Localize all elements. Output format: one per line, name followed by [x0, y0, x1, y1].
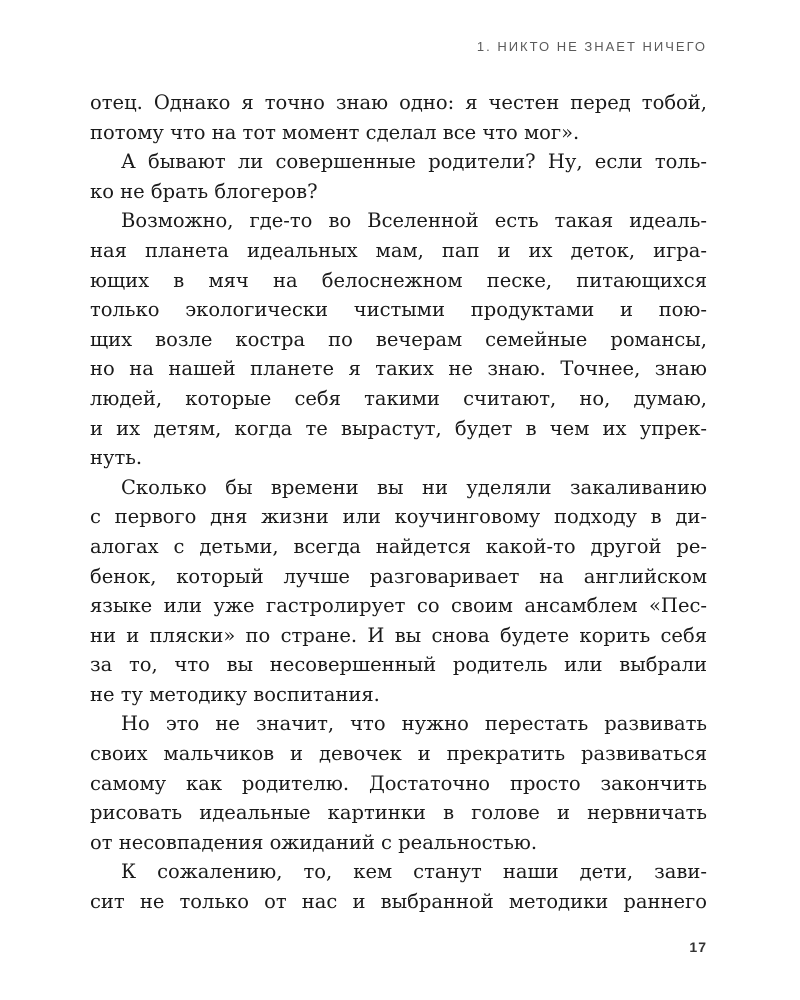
text-line: ющих в мяч на белоснежном песке, питающихся: [90, 268, 707, 292]
text-line: от несовпадения ожиданий с реальностью.: [90, 830, 538, 854]
text-line: самому как родителю. Достаточно просто закончить: [90, 771, 707, 795]
text-line: только экологически чистыми продуктами и пою-: [90, 298, 707, 322]
text-line: щих возле костра по вечерам семейные романсы,: [90, 327, 707, 351]
text-line: не ту методику воспитания.: [90, 682, 380, 706]
text-line: но на нашей планете я таких не знаю. Точнее, знаю: [90, 357, 707, 381]
text-line: сит не только от нас и выбранной методики раннего: [90, 890, 707, 914]
text-line: бенок, который лучше разговаривает на английском: [90, 564, 707, 588]
text-line: алогах с детьми, всегда найдется какой-то другой ре-: [90, 534, 707, 558]
body-text: [90, 88, 707, 917]
text-line: потому что на тот момент сделал все что мог».: [90, 120, 580, 144]
text-line: рисовать идеальные картинки в голове и нервничать: [90, 801, 707, 825]
text-line: своих мальчиков и девочек и прекратить развиваться: [90, 742, 707, 766]
text-line: А бывают ли совершенные родители? Ну, если толь-: [121, 150, 707, 174]
text-line: языке или уже гастролирует со своим ансамблем «Пес-: [90, 594, 707, 618]
running-head: 1. НИКТО НЕ ЗНАЕТ НИЧЕГО: [476, 39, 707, 54]
text-line: и их детям, когда те вырастут, будет в чем их упрек-: [90, 416, 707, 440]
text-line: Сколько бы времени вы ни уделяли закаливанию: [121, 475, 707, 499]
text-line: К сожалению, то, кем станут наши дети, зави-: [121, 860, 707, 884]
text-line: Но это не значит, что нужно перестать развивать: [121, 712, 707, 736]
page-number: 17: [689, 939, 707, 955]
text-line: за то, что вы несовершенный родитель или выбрали: [90, 653, 707, 677]
text-line: с первого дня жизни или коучинговому подходу в ди-: [90, 505, 707, 529]
text-line: людей, которые себя такими считают, но, думаю,: [90, 386, 707, 410]
text-line: нуть.: [90, 446, 143, 470]
text-line: ко не брать блогеров?: [90, 179, 318, 203]
text-line: Возможно, где-то во Вселенной есть такая идеаль-: [121, 209, 707, 233]
text-line: отец. Однако я точно знаю одно: я честен перед тобой,: [90, 91, 707, 114]
text-line: ни и пляски» по стране. И вы снова будете корить себя: [90, 623, 707, 647]
text-line: ная планета идеальных мам, пап и их деток, игра-: [90, 238, 707, 262]
